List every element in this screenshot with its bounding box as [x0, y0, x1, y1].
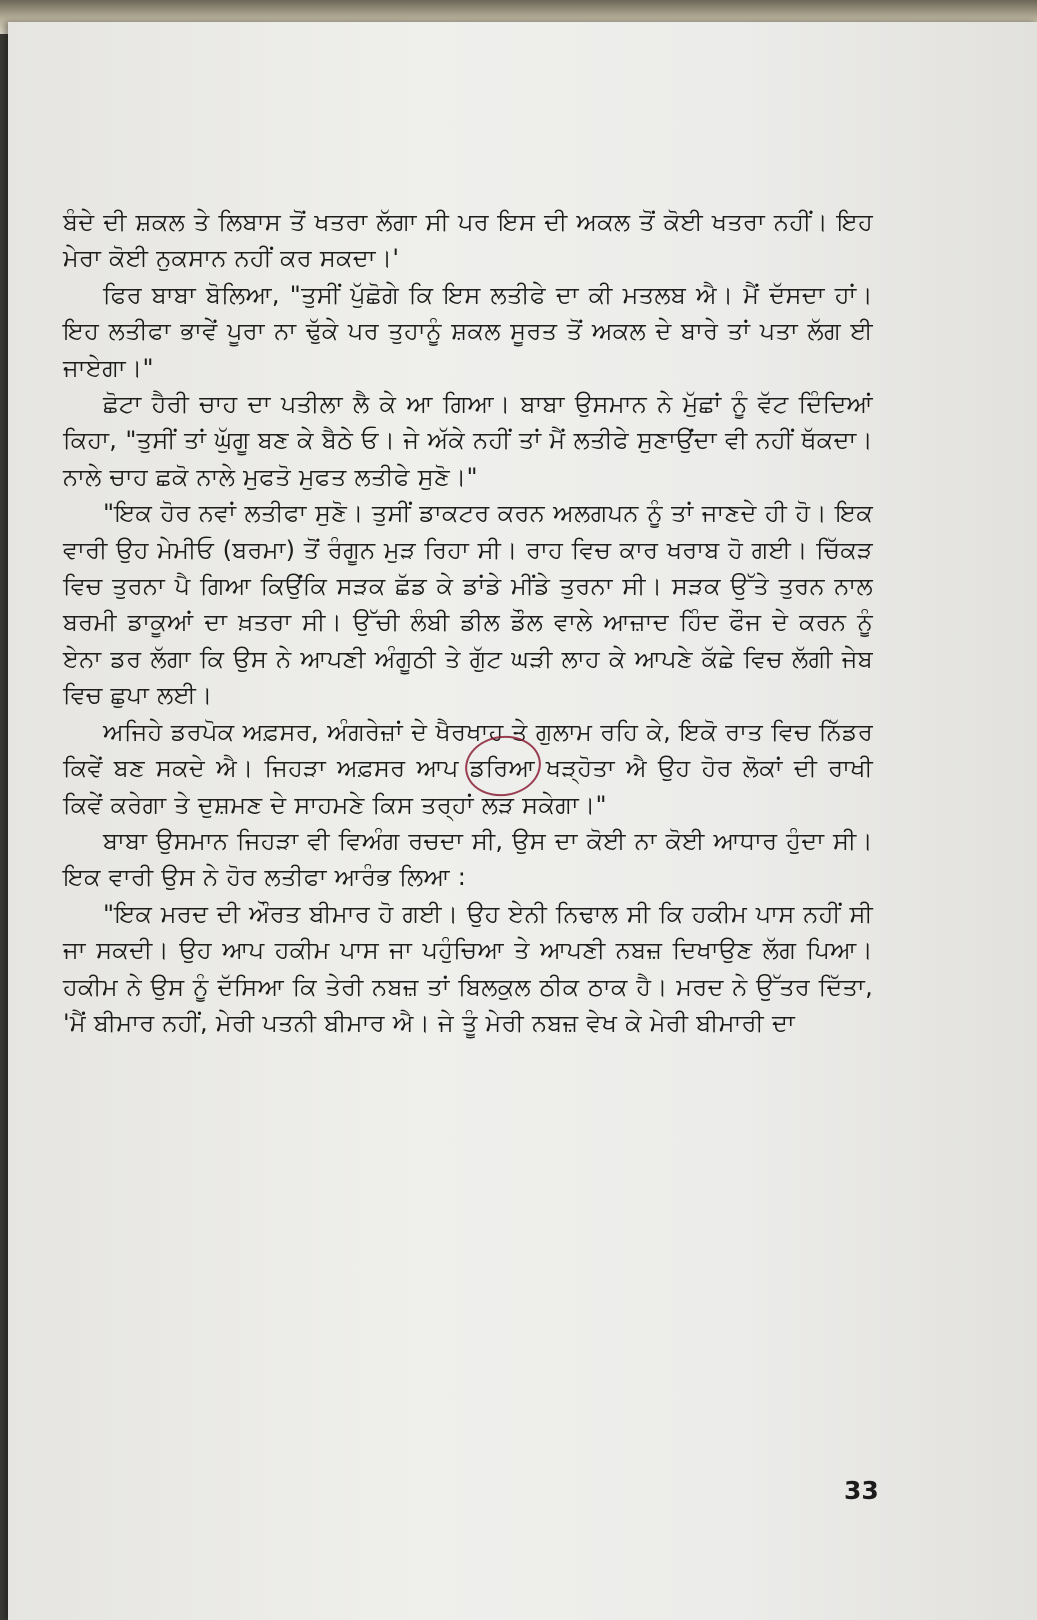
paragraph: ਬਾਬਾ ਉਸਮਾਨ ਜਿਹੜਾ ਵੀ ਵਿਅੰਗ ਰਚਦਾ ਸੀ, ਉਸ ਦਾ ਕੋਈ ਨਾ ਕੋਈ ਆਧਾਰ ਹੁੰਦਾ ਸੀ। ਇਕ ਵਾਰੀ ਉਸ ਨੇ ਹੋਰ ਲਤੀਫਾ ਆਰੰਭ ਲਿਆ : — [63, 826, 873, 892]
page-number: 33 — [844, 1476, 879, 1505]
body-text — [63, 204, 873, 1041]
paragraph: ਬੰਦੇ ਦੀ ਸ਼ਕਲ ਤੇ ਲਿਬਾਸ ਤੋਂ ਖਤਰਾ ਲੱਗਾ ਸੀ ਪਰ ਇਸ ਦੀ ਅਕਲ ਤੋਂ ਕੋਈ ਖਤਰਾ ਨਹੀਂ। ਇਹ ਮੇਰਾ ਕੋਈ ਨੁਕਸਾਨ ਨਹੀਂ ਕਰ ਸਕਦਾ।' — [63, 208, 873, 273]
paragraph: "ਇਕ ਹੋਰ ਨਵਾਂ ਲਤੀਫਾ ਸੁਣੋ। ਤੁਸੀਂ ਡਾਕਟਰ ਕਰਨ ਅਲਗਪਨ ਨੂੰ ਤਾਂ ਜਾਣਦੇ ਹੀ ਹੋ। ਇਕ ਵਾਰੀ ਉਹ ਮੇਮੀਓ (ਬਰਮਾ) ਤੋਂ ਰੰਗੂਨ ਮੁੜ ਰਿਹਾ ਸੀ। ਰਾਹ ਵਿਚ ਕਾਰ ਖਰਾਬ ਹੋ ਗਈ। ਚਿੱਕੜ ਵਿਚ ਤੁਰਨਾ ਪੈ ਗਿਆ ਕਿਉਂਕਿ ਸੜਕ ਛੱਡ ਕੇ ਡਾਂਡੇ ਮੀਂਡੇ ਤੁਰਨਾ ਸੀ। ਸੜਕ ਉੱਤੇ ਤੁਰਨ ਨਾਲ ਬਰਮੀ ਡਾਕੂਆਂ ਦਾ ਖ਼ਤਰਾ ਸੀ। ਉੱਚੀ ਲੰਬੀ ਡੀਲ ਡੌਲ ਵਾਲੇ ਆਜ਼ਾਦ ਹਿੰਦ ਫੌਜ ਦੇ ਕਰਨ ਨੂੰ ਏਨਾ ਡਰ ਲੱਗਾ ਕਿ ਉਸ ਨੇ ਆਪਣੀ ਅੰਗੂਠੀ ਤੇ ਗੁੱਟ ਘੜੀ ਲਾਹ ਕੇ ਆਪਣੇ ਕੱਛੇ ਵਿਚ ਲੱਗੀ ਜੇਬ ਵਿਚ ਛੁਪਾ ਲਈ। — [63, 499, 873, 710]
paragraph: ਅਜਿਹੇ ਡਰਪੋਕ ਅਫ਼ਸਰ, ਅੰਗਰੇਜ਼ਾਂ ਦੇ ਖੈਰਖਾਹ ਤੇ ਗੁਲਾਮ ਰਹਿ ਕੇ, ਇਕੋ ਰਾਤ ਵਿਚ ਨਿੱਡਰ ਕਿਵੇਂ ਬਣ ਸਕਦੇ ਐ। ਜਿਹੜਾ ਅਫ਼ਸਰ ਆਪ ਡਰਿਆ ਖੜ੍ਹੋਤਾ ਐ ਉਹ ਹੋਰ ਲੋਕਾਂ ਦੀ ਰਾਖੀ ਕਿਵੇਂ ਕਰੇਗਾ ਤੇ ਦੁਸ਼ਮਣ ਦੇ ਸਾਹਮਣੇ ਕਿਸ ਤਰ੍ਹਾਂ ਲੜ ਸਕੇਗਾ।" — [63, 717, 873, 819]
paragraph: ਫਿਰ ਬਾਬਾ ਬੋਲਿਆ, "ਤੁਸੀਂ ਪੁੱਛੋਗੇ ਕਿ ਇਸ ਲਤੀਫੇ ਦਾ ਕੀ ਮਤਲਬ ਐ। ਮੈਂ ਦੱਸਦਾ ਹਾਂ। ਇਹ ਲਤੀਫਾ ਭਾਵੇਂ ਪੂਰਾ ਨਾ ਢੁੱਕੇ ਪਰ ਤੁਹਾਨੂੰ ਸ਼ਕਲ ਸੂਰਤ ਤੋਂ ਅਕਲ ਦੇ ਬਾਰੇ ਤਾਂ ਪਤਾ ਲੱਗ ਈ ਜਾਏਗਾ।" — [63, 280, 873, 382]
book-page — [8, 22, 1037, 1620]
paragraph: ਛੋਟਾ ਹੈਰੀ ਚਾਹ ਦਾ ਪਤੀਲਾ ਲੈ ਕੇ ਆ ਗਿਆ। ਬਾਬਾ ਉਸਮਾਨ ਨੇ ਮੁੱਛਾਂ ਨੂੰ ਵੱਟ ਦਿੰਦਿਆਂ ਕਿਹਾ, "ਤੁਸੀਂ ਤਾਂ ਘੁੱਗੂ ਬਣ ਕੇ ਬੈਠੇ ਓ। ਜੇ ਅੱਕੇ ਨਹੀਂ ਤਾਂ ਮੈਂ ਲਤੀਫੇ ਸੁਣਾਉਂਦਾ ਵੀ ਨਹੀਂ ਥੱਕਦਾ। ਨਾਲੇ ਚਾਹ ਛਕੋ ਨਾਲੇ ਮੁਫਤੋ ਮੁਫਤ ਲਤੀਫੇ ਸੁਣੋ।" — [63, 390, 873, 491]
paragraph: "ਇਕ ਮਰਦ ਦੀ ਔਰਤ ਬੀਮਾਰ ਹੋ ਗਈ। ਉਹ ਏਨੀ ਨਿਢਾਲ ਸੀ ਕਿ ਹਕੀਮ ਪਾਸ ਨਹੀਂ ਸੀ ਜਾ ਸਕਦੀ। ਉਹ ਆਪ ਹਕੀਮ ਪਾਸ ਜਾ ਪਹੁੰਚਿਆ ਤੇ ਆਪਣੀ ਨਬਜ਼ ਦਿਖਾਉਣ ਲੱਗ ਪਿਆ। ਹਕੀਮ ਨੇ ਉਸ ਨੂੰ ਦੱਸਿਆ ਕਿ ਤੇਰੀ ਨਬਜ਼ ਤਾਂ ਬਿਲਕੁਲ ਠੀਕ ਠਾਕ ਹੈ। ਮਰਦ ਨੇ ਉੱਤਰ ਦਿੱਤਾ, 'ਮੈਂ ਬੀਮਾਰ ਨਹੀਂ, ਮੇਰੀ ਪਤਨੀ ਬੀਮਾਰ ਐ। ਜੇ ਤੂੰ ਮੇਰੀ ਨਬਜ਼ ਵੇਖ ਕੇ ਮੇਰੀ ਬੀਮਾਰੀ ਦਾ — [63, 899, 873, 1037]
